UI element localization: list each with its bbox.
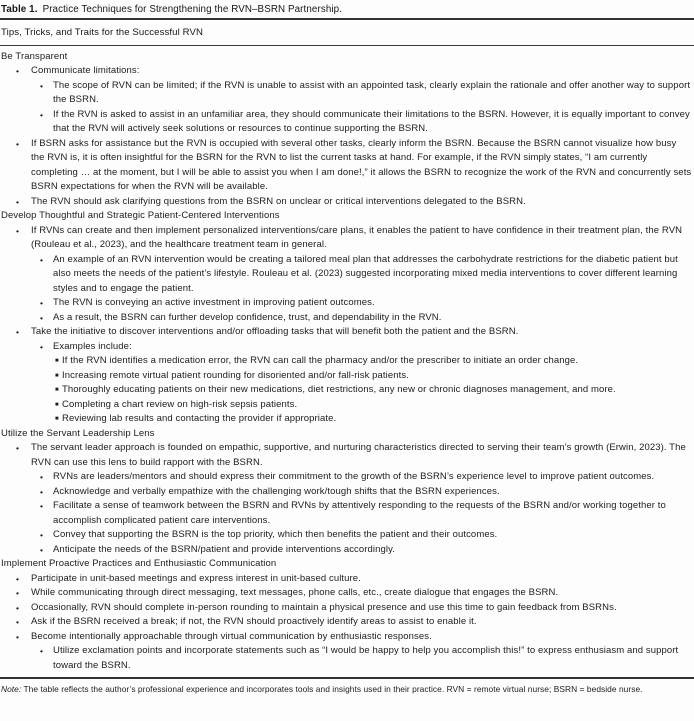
bullet-icon: • xyxy=(40,298,44,308)
list-item xyxy=(0,630,692,645)
list-item xyxy=(0,296,692,311)
list-item-text: Communicate limitations: xyxy=(31,65,140,76)
bullet-icon: • xyxy=(16,588,20,598)
list-item xyxy=(0,470,692,485)
list-item-text: The RVN is conveying an active investment in improving patient outcomes. xyxy=(53,297,375,308)
bullet-icon: • xyxy=(40,312,44,323)
bullet-icon: • xyxy=(16,631,20,642)
square-bullet-icon: ■ xyxy=(55,416,59,422)
list-item-text: Occasionally, RVN should complete in-person rounding to maintain a physical presence and use this time to gain feedback from BSRNs. xyxy=(31,601,617,613)
list-item-text: Convey that supporting the BSRN is the top priority, which then benefits the patient and their outcomes. xyxy=(53,529,498,540)
column-header: Tips, Tricks, and Traits for the Successful RVN xyxy=(1,26,203,38)
list-item-text: If RVNs can create and then implement personalized interventions/care plans, it enables the patient to have confidence in their treatment plan, the RVN (Rouleau et al., 2023), and the healthcare treatment team in general. xyxy=(31,224,683,250)
bullet-icon: • xyxy=(16,225,20,236)
list-item-text: Increasing remote virtual patient rounding for disoriented and/or fall-risk patients. xyxy=(62,369,409,381)
list-item xyxy=(0,615,692,630)
list-item xyxy=(0,325,692,340)
list-item xyxy=(0,528,692,543)
list-item xyxy=(0,601,692,616)
section-heading: Be Transparent xyxy=(1,50,68,62)
list-item-text: The servant leader approach is founded on empathic, supportive, and nurturing characteristics directed to serving their team’s growth (Erwin, 2023). The RVN can use this lens to build rapport with the BSRN. xyxy=(31,442,686,468)
bullet-icon: • xyxy=(40,472,44,482)
list-item-text: Participate in unit-based meetings and express interest in unit-based culture. xyxy=(31,572,361,584)
table-number-label: Table 1. xyxy=(1,4,38,15)
list-item-text: Acknowledge and verbally empathize with the challenging work/tough shifts that the BSRN experiences. xyxy=(53,485,500,497)
list-item-text: The RVN should ask clarifying questions from the BSRN on unclear or critical interventions delegated to the BSRN. xyxy=(31,195,526,207)
square-bullet-icon: ■ xyxy=(55,358,59,364)
list-item-text: An example of an RVN intervention would be creating a tailored meal plan that addresses the carbohydrate restrictions for the diabetic patient but also meets the needs of the patient’s lifestyle. Rouleau et al. (2023) suggested incorporating mixed media interventions to cover different learning styles and to engage the patient. xyxy=(53,253,678,294)
bullet-icon: • xyxy=(16,602,20,613)
bullet-icon: • xyxy=(16,327,20,337)
list-item-text: Become intentionally approachable through virtual communication by enthusiastic responses. xyxy=(31,630,432,642)
list-item xyxy=(0,543,692,558)
list-item xyxy=(0,586,692,601)
list-item xyxy=(0,383,692,398)
section-heading: Develop Thoughtful and Strategic Patient-Centered Interventions xyxy=(1,210,280,221)
list-item-text: While communicating through direct messaging, text messages, phone calls, etc., create dialogue that engages the BSRN. xyxy=(31,587,559,598)
list-item-text: If the RVN identifies a medication error, the RVN can call the pharmacy and/or the prescriber to initiate an order change. xyxy=(62,355,579,366)
bullet-icon: • xyxy=(40,544,44,555)
list-item-text: Completing a chart review on high-risk sepsis patients. xyxy=(62,398,298,410)
list-item xyxy=(0,253,692,297)
list-item-text: Ask if the BSRN received a break; if not, the RVN should proactively identify areas to assist to enable it. xyxy=(31,616,477,627)
list-item xyxy=(0,79,692,108)
list-item xyxy=(0,644,692,673)
list-item-text: If BSRN asks for assistance but the RVN is occupied with several other tasks, clearly inform the BSRN. Because the BSRN cannot visualize how busy the RVN is, it is often insightful for the BSRN for the RVN to list the current tasks at hand. For example, if the RVN simply states, “I am currently completing … at the moment, but I will be able to assist you when I am done!,” it allows the BSRN to recognize the work of the RVN and concurrently sets BSRN expectations for when the RVN will be available. xyxy=(31,137,692,192)
list-item-text: Facilitate a sense of teamwork between the BSRN and RVNs by attentively responding to the requests of the BSRN and/or working together to accomplish complicated patient care interventions. xyxy=(53,500,666,526)
table-body xyxy=(0,46,694,678)
list-item xyxy=(0,441,692,470)
list-item xyxy=(0,195,692,210)
list-item xyxy=(0,64,692,79)
bullet-icon: • xyxy=(16,196,20,207)
bullet-icon: • xyxy=(40,530,44,540)
list-item-text: Anticipate the needs of the BSRN/patient and provide interventions accordingly. xyxy=(53,543,396,555)
list-item-text: RVNs are leaders/mentors and should express their commitment to the growth of the BSRN’s experience level to improve patient outcomes. xyxy=(53,471,655,482)
list-item xyxy=(0,499,692,528)
note-label: Note: xyxy=(1,683,22,694)
bullet-icon: • xyxy=(40,501,44,511)
list-item-text: As a result, the BSRN can further develop confidence, trust, and dependability in the RVN. xyxy=(53,311,442,323)
bullet-icon: • xyxy=(40,109,44,120)
list-item xyxy=(0,311,692,326)
list-item-text: The scope of RVN can be limited; if the RVN is unable to assist with an appointed task, clearly explain the rationale and offer another way to support the BSRN. xyxy=(53,79,691,105)
bullet-icon: • xyxy=(40,80,44,91)
section-heading: Implement Proactive Practices and Enthusiastic Communication xyxy=(1,558,277,569)
square-bullet-icon: ■ xyxy=(55,401,59,408)
list-item-text: Take the initiative to discover interventions and/or offloading tasks that will benefit both the patient and the BSRN. xyxy=(31,326,519,337)
list-item-text: Thoroughly educating patients on their new medications, diet restrictions, any new or chronic diagnoses management, and more. xyxy=(62,384,616,395)
list-item xyxy=(0,224,692,253)
square-bullet-icon: ■ xyxy=(55,372,59,379)
note-text: The table reflects the author’s professional experience and incorporates tools and insights used in their practice. RVN = remote virtual nurse; BSRN = bedside nurse. xyxy=(23,683,643,694)
bullet-icon: • xyxy=(16,138,20,149)
bullet-icon: • xyxy=(16,573,20,584)
list-item xyxy=(0,340,692,355)
list-item xyxy=(0,485,692,500)
list-item-text: If the RVN is asked to assist in an unfamiliar area, they should communicate their limitations to the BSRN. However, it is equally important to convey that the RVN will actively seek solutions or resources to continue supporting the BSRN. xyxy=(53,108,690,134)
table-note xyxy=(0,679,694,696)
section-heading: Utilize the Servant Leadership Lens xyxy=(1,427,155,439)
list-item-text: Examples include: xyxy=(53,340,132,352)
bullet-icon: • xyxy=(40,646,44,656)
bullet-icon: • xyxy=(16,443,20,453)
list-item xyxy=(0,398,692,413)
bullet-icon: • xyxy=(16,66,20,76)
table-caption xyxy=(0,0,694,18)
bullet-icon: • xyxy=(16,617,20,627)
list-item xyxy=(0,412,692,427)
bullet-icon: • xyxy=(40,341,44,352)
list-item xyxy=(0,354,692,369)
list-item-text: Reviewing lab results and contacting the provider if appropriate. xyxy=(62,413,337,424)
list-item-text: Utilize exclamation points and incorporate statements such as “I would be happy to help you accomplish this!” to express enthusiasm and support toward the BSRN. xyxy=(53,645,679,671)
bullet-icon: • xyxy=(40,486,44,497)
list-item xyxy=(0,369,692,384)
list-item xyxy=(0,108,692,137)
table-title-text: Practice Techniques for Strengthening the RVN–BSRN Partnership. xyxy=(42,4,343,15)
square-bullet-icon: ■ xyxy=(55,387,59,393)
list-item xyxy=(0,572,692,587)
bullet-icon: • xyxy=(40,254,44,265)
list-item xyxy=(0,137,692,195)
